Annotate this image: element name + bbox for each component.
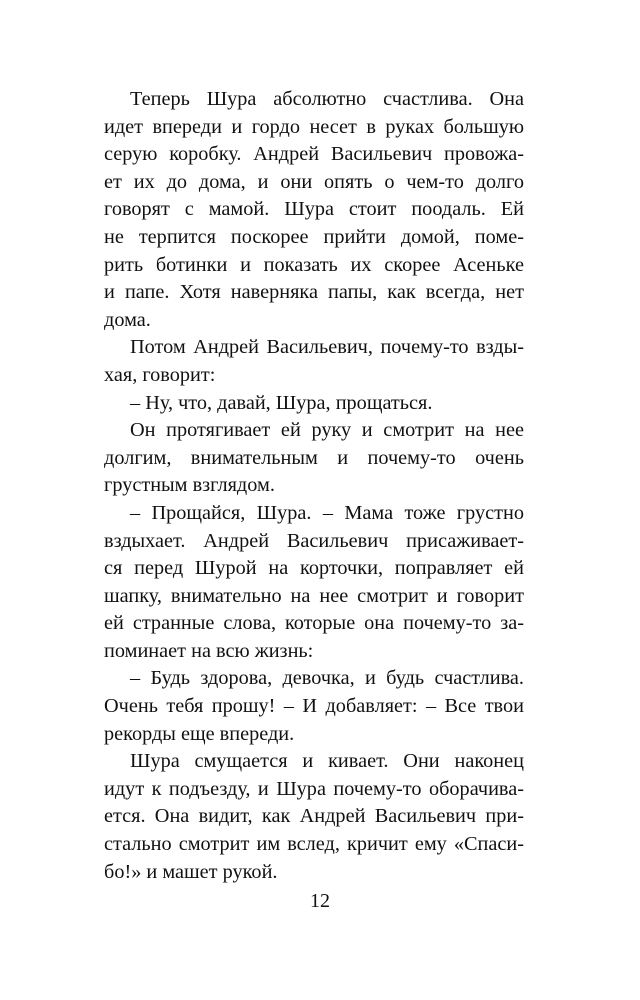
text-line: не терпится поскорее прийти домой, поме- <box>104 225 524 248</box>
text-line: хая, говорит: <box>104 363 216 386</box>
text-line: Теперь Шура абсолютно счастлива. Она <box>130 88 524 110</box>
text-line: ет их до дома, и они опять о чем-то долго <box>104 170 524 193</box>
text-line: Очень тебя прошу! – И добавляет: – Все твои <box>104 695 524 718</box>
text-line: ей странные слова, которые она почему-то за- <box>104 612 524 635</box>
text-line: рекорды еще впереди. <box>104 722 295 745</box>
text-line: рить ботинки и показать их скорее Асеньке <box>104 253 524 276</box>
text-line: Потом Андрей Васильевич, почему-то взды- <box>130 336 524 359</box>
text-line: дома. <box>104 308 151 331</box>
text-line: ется. Она видит, как Андрей Васильевич при- <box>104 805 524 828</box>
text-line: идет впереди и гордо несет в руках большую <box>104 115 524 138</box>
text-line: и папе. Хотя наверняка папы, как всегда, нет <box>104 281 524 304</box>
text-line: долгим, внимательным и почему-то очень <box>104 446 524 469</box>
text-line: – Будь здорова, девочка, и будь счастлива. <box>130 667 524 690</box>
text-line: – Прощайся, Шура. – Мама тоже грустно <box>130 501 524 524</box>
body-text <box>104 86 524 886</box>
text-line: поминает на всю жизнь: <box>104 639 314 662</box>
text-line: грустным взглядом. <box>104 474 275 497</box>
text-line: серую коробку. Андрей Васильевич провожа- <box>104 143 524 166</box>
text-line: ся перед Шурой на корточки, поправляет ей <box>104 557 524 580</box>
page-number: 12 <box>310 890 330 912</box>
text-line: – Ну, что, давай, Шура, прощаться. <box>130 391 433 414</box>
text-line: идут к подъезду, и Шура почему-то оборачива- <box>104 777 524 800</box>
text-line: стально смотрит им вслед, кричит ему «Спаси- <box>104 833 524 856</box>
text-line: вздыхает. Андрей Васильевич присаживает- <box>104 529 524 552</box>
text-line: Шура смущается и кивает. Они наконец <box>130 750 524 773</box>
text-line: говорят с мамой. Шура стоит поодаль. Ей <box>104 198 524 221</box>
text-line: Он протягивает ей руку и смотрит на нее <box>130 419 524 442</box>
text-line: бо!» и машет рукой. <box>104 860 278 883</box>
text-line: шапку, внимательно на нее смотрит и говорит <box>104 584 524 607</box>
